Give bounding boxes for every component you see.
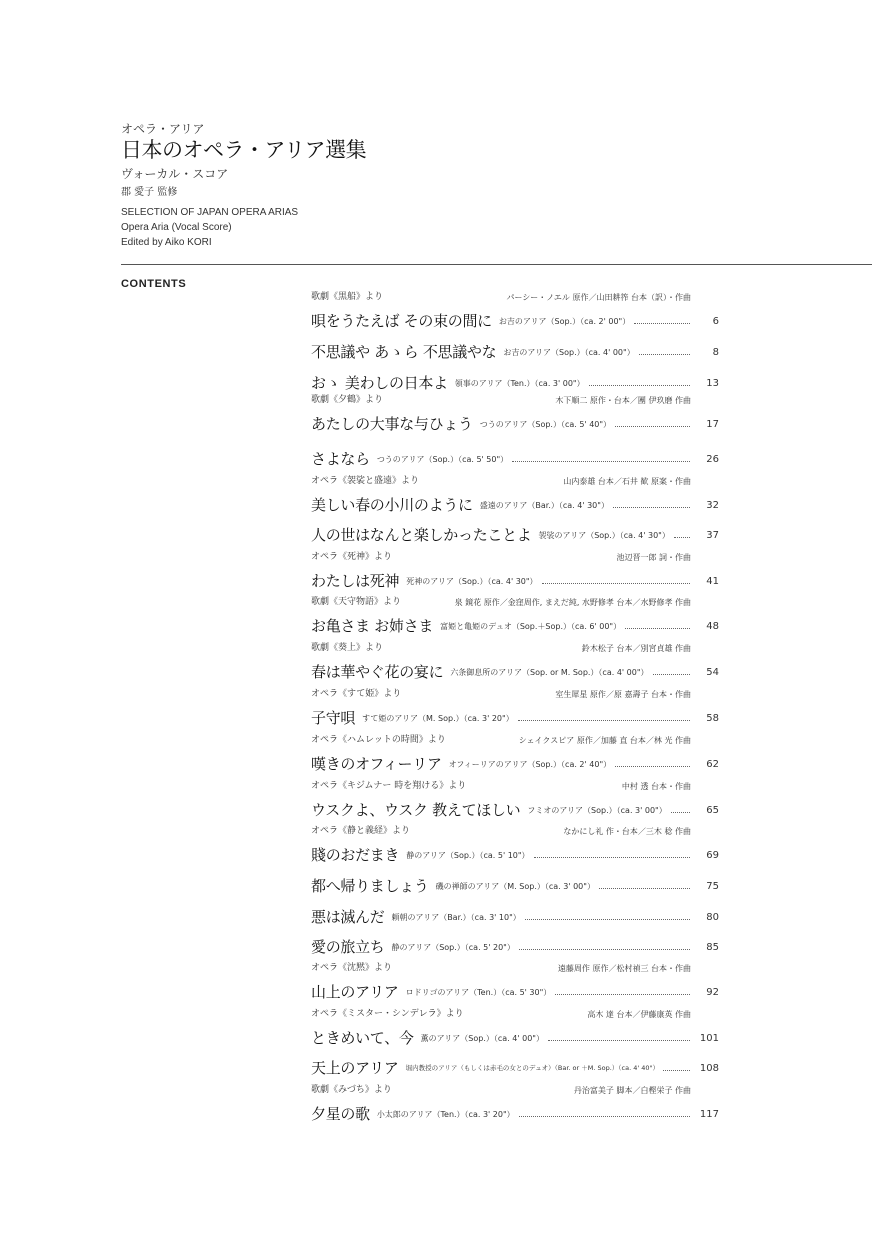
aria-info: 堀内教授のアリア（もしくは赤毛の女とのデュオ）（Bar. or ＋M. Sop.）（ca. 4' 40"）	[405, 1064, 659, 1072]
source-work: 歌劇《夕鶴》より	[311, 395, 384, 405]
dot-leader	[518, 720, 690, 721]
aria-title: 美しい春の小川のように	[311, 496, 473, 514]
entry-line	[311, 798, 719, 820]
toc-entry[interactable]	[311, 780, 719, 820]
dot-leader	[615, 426, 690, 427]
toc-entry[interactable]	[311, 551, 719, 591]
dot-leader	[589, 385, 690, 386]
toc-entry[interactable]	[311, 962, 719, 1002]
page-number: 101	[699, 1033, 719, 1044]
aria-title: 都へ帰りましょう	[311, 877, 429, 895]
author-credit: 室生犀星 原作／原 嘉壽子 台本・作曲	[555, 690, 691, 699]
aria-title: 嘆きのオフィーリア	[311, 755, 442, 773]
page-number: 58	[706, 713, 719, 724]
source-work: オペラ《ミスター・シンデレラ》より	[311, 1009, 464, 1019]
author-credit: なかにし礼 作・台本／三木 稔 作曲	[563, 827, 691, 836]
entry-line	[311, 371, 719, 393]
page-title: 日本のオペラ・アリア選集	[121, 138, 367, 162]
aria-info: お吉のアリア（Sop.）（ca. 4' 00"）	[503, 348, 635, 357]
aria-title: 春は華やぐ花の宴に	[311, 663, 444, 681]
author-credit: 高木 達 台本／伊藤康英 作曲	[587, 1010, 691, 1019]
aria-info: 富姫と亀姫のデュオ（Sop.＋Sop.）（ca. 6' 00"）	[440, 622, 622, 631]
dot-leader	[625, 628, 690, 629]
author-credit: 池辺晋一郎 詞・作曲	[616, 553, 691, 562]
entry-line	[311, 980, 719, 1002]
page-number: 75	[706, 881, 719, 892]
english-title: SELECTION OF JAPAN OPERA ARIAS	[121, 207, 299, 218]
entry-line	[311, 614, 719, 636]
aria-title: おゝ 美わしの日本よ	[311, 374, 448, 392]
aria-title: さよなら	[311, 450, 370, 468]
entry-line	[311, 935, 719, 957]
toc-entry[interactable]	[311, 1084, 719, 1124]
source-work: オペラ《袈裟と盛遠》より	[311, 476, 420, 486]
page-number: 80	[706, 912, 719, 923]
page-number: 69	[706, 850, 719, 861]
aria-info: 袈裟のアリア（Sop.）（ca. 4' 30"）	[538, 531, 670, 540]
author-credit: シェイクスピア 原作／加藤 直 台本／林 光 作曲	[518, 736, 691, 745]
contents-heading: CONTENTS	[121, 278, 187, 290]
page-number: 17	[706, 419, 719, 430]
source-work: 歌劇《天守物語》より	[311, 597, 402, 607]
entry-line	[311, 1102, 719, 1124]
source-work: オペラ《キジムナー 時を翔ける》より	[311, 781, 467, 791]
aria-title: 悪は滅んだ	[311, 908, 385, 926]
page-number: 54	[706, 667, 719, 678]
source-work: 歌劇《みづち》より	[311, 1085, 392, 1095]
aria-info: 領事のアリア（Ten.）（ca. 3' 00"）	[454, 379, 585, 388]
dot-leader	[653, 674, 690, 675]
page-number: 85	[706, 942, 719, 953]
toc-entry[interactable]	[311, 394, 719, 434]
dot-leader	[674, 537, 690, 538]
dot-leader	[671, 812, 690, 813]
entry-line	[311, 569, 719, 591]
author-credit: 中村 透 台本・作曲	[621, 782, 691, 791]
english-editor: Edited by Aiko KORI	[121, 237, 212, 248]
source-work: 歌劇《葵上》より	[311, 643, 384, 653]
series-label: オペラ・アリア	[121, 122, 205, 136]
page-number: 32	[706, 500, 719, 511]
dot-leader	[512, 461, 690, 462]
toc-entry[interactable]	[311, 917, 719, 957]
author-credit: 丹治富美子 脚本／白樫栄子 作曲	[573, 1086, 691, 1095]
entry-line	[311, 706, 719, 728]
aria-title: わたしは死神	[311, 572, 400, 590]
page-number: 92	[706, 987, 719, 998]
entry-line	[311, 447, 719, 469]
dot-leader	[663, 1070, 690, 1071]
page-number: 41	[706, 576, 719, 587]
aria-info: オフィーリアのアリア（Sop.）（ca. 2' 40"）	[448, 760, 612, 769]
aria-info: 盛遠のアリア（Bar.）（ca. 4' 30"）	[479, 501, 609, 510]
toc-entry[interactable]	[311, 642, 719, 682]
page-number: 65	[706, 805, 719, 816]
aria-title: 山上のアリア	[311, 983, 399, 1001]
header-divider	[121, 264, 872, 265]
aria-title: 子守唄	[311, 709, 356, 727]
aria-info: 静のアリア（Sop.）（ca. 5' 10"）	[406, 851, 530, 860]
aria-info: すて姫のアリア（M. Sop.）（ca. 3' 20"）	[362, 714, 514, 723]
page-number: 8	[712, 347, 719, 358]
aria-info: つうのアリア（Sop.）（ca. 5' 40"）	[479, 420, 612, 429]
aria-info: 薫のアリア（Sop.）（ca. 4' 00"）	[420, 1034, 544, 1043]
aria-title: 天上のアリア	[311, 1059, 399, 1077]
aria-title: お亀さま お姉さま	[311, 617, 434, 635]
aria-title: 不思議や あゝら 不思議やな	[311, 343, 497, 361]
page-number: 13	[706, 378, 719, 389]
entry-line	[311, 1056, 719, 1078]
aria-info: 静のアリア（Sop.）（ca. 5' 20"）	[391, 943, 515, 952]
page-number: 117	[699, 1109, 719, 1120]
page-number: 48	[706, 621, 719, 632]
toc-entry[interactable]	[311, 353, 719, 393]
aria-info: フミオのアリア（Sop.）（ca. 3' 00"）	[527, 806, 667, 815]
page-number: 6	[712, 316, 719, 327]
aria-info: 磯の禅師のアリア（M. Sop.）（ca. 3' 00"）	[435, 882, 595, 891]
source-work: オペラ《死神》より	[311, 552, 393, 562]
author-credit: 泉 鏡花 原作／金窪周作, まえだ純, 水野修孝 台本／水野修孝 作曲	[454, 598, 691, 607]
english-subtitle: Opera Aria (Vocal Score)	[121, 222, 232, 233]
toc-entry[interactable]	[311, 505, 719, 545]
aria-info: 死神のアリア（Sop.）（ca. 4' 30"）	[406, 577, 538, 586]
page-number: 62	[706, 759, 719, 770]
aria-title: 夕星の歌	[311, 1105, 370, 1123]
entry-line	[311, 660, 719, 682]
aria-info: お吉のアリア（Sop.）（ca. 2' 00"）	[498, 317, 631, 326]
aria-info: 六条御息所のアリア（Sop. or M. Sop.）（ca. 4' 00"）	[450, 668, 649, 677]
source-work: オペラ《すて姫》より	[311, 689, 402, 699]
author-credit: 遠藤周作 原作／松村禎三 台本・作曲	[557, 964, 691, 973]
author-credit: パーシー・ノエル 原作／山田耕筰 台本（訳）・作曲	[506, 293, 691, 302]
source-work: オペラ《ハムレットの時間》より	[311, 735, 446, 745]
entry-line	[311, 523, 719, 545]
aria-title: 賤のおだまき	[311, 846, 400, 864]
aria-info: 小太郎のアリア（Ten.）（ca. 3' 20"）	[376, 1110, 515, 1119]
page-number: 37	[706, 530, 719, 541]
author-credit: 木下順二 原作・台本／團 伊玖磨 作曲	[555, 396, 691, 405]
aria-title: 唄をうたえば その束の間に	[311, 312, 492, 330]
aria-title: ときめいて、今	[311, 1029, 414, 1047]
toc-entry[interactable]	[311, 734, 719, 774]
dot-leader	[519, 1116, 690, 1117]
page-number: 108	[699, 1063, 719, 1074]
aria-title: ウスクよ、ウスク 教えてほしい	[311, 801, 521, 819]
dot-leader	[615, 766, 690, 767]
source-work: オペラ《静と義経》より	[311, 826, 411, 836]
dot-leader	[519, 949, 690, 950]
author-credit: 山内泰雄 台本／石井 歓 原案・作曲	[563, 477, 691, 486]
source-work: オペラ《沈黙》より	[311, 963, 393, 973]
subtitle: ヴォーカル・スコア	[121, 167, 229, 181]
page-number: 26	[706, 454, 719, 465]
aria-title: あたしの大事な与ひょう	[311, 415, 473, 433]
toc-entry[interactable]	[311, 688, 719, 728]
entry-line	[311, 752, 719, 774]
source-work: 歌劇《黒船》より	[311, 292, 384, 302]
dot-leader	[555, 994, 690, 995]
toc-entry[interactable]	[311, 1038, 719, 1078]
editor-credit: 郡 愛子 監修	[121, 187, 178, 198]
toc-entry[interactable]	[311, 596, 719, 636]
aria-info: つうのアリア（Sop.）（ca. 5' 50"）	[376, 455, 509, 464]
author-credit: 鈴木松子 台本／別宮貞雄 作曲	[581, 644, 691, 653]
book-header	[121, 122, 366, 250]
aria-info: 頼朝のアリア（Bar.）（ca. 3' 10"）	[391, 913, 521, 922]
toc-entry[interactable]	[311, 429, 719, 469]
aria-info: ロドリゴのアリア（Ten.）（ca. 5' 30"）	[405, 988, 552, 997]
aria-title: 人の世はなんと楽しかったことよ	[311, 526, 532, 544]
dot-leader	[542, 583, 690, 584]
aria-title: 愛の旅立ち	[311, 938, 385, 956]
